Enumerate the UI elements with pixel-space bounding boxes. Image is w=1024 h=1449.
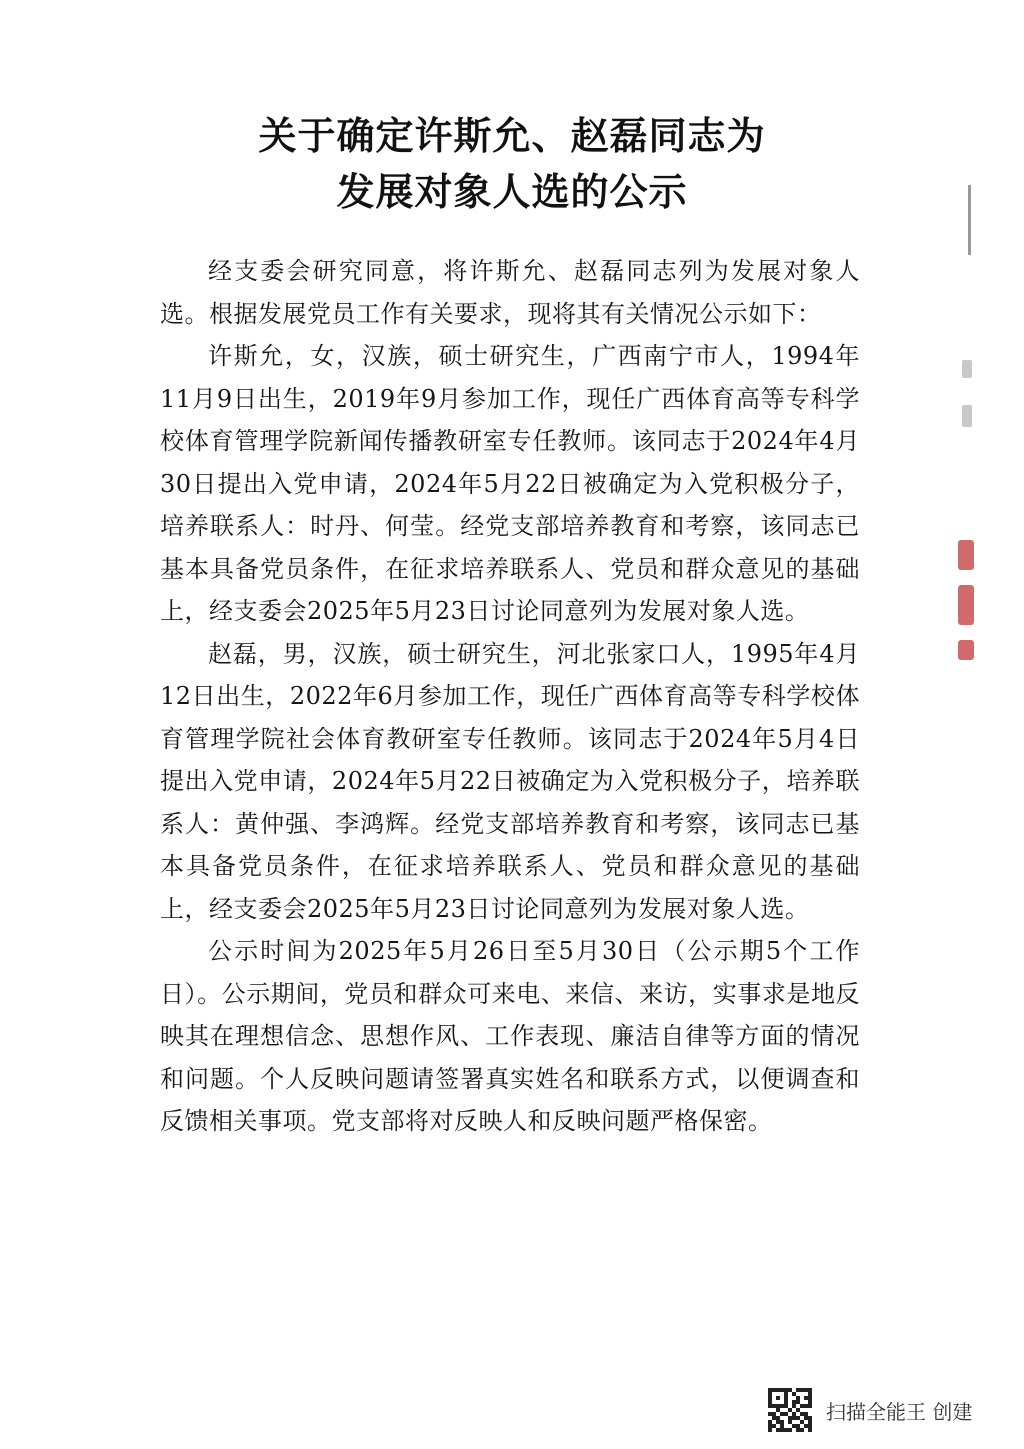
qr-module bbox=[808, 1428, 812, 1432]
seal-fragment bbox=[958, 585, 974, 625]
qr-code-icon bbox=[768, 1388, 812, 1432]
document-body bbox=[160, 250, 860, 1143]
title-line-1: 关于确定许斯允、赵磊同志为 bbox=[258, 114, 766, 158]
scan-edge-mark bbox=[962, 405, 972, 427]
seal-fragment bbox=[958, 540, 974, 570]
scan-edge-line bbox=[968, 185, 971, 255]
scan-edge-mark bbox=[962, 360, 972, 378]
watermark-label: 扫描全能王 创建 bbox=[826, 1399, 973, 1424]
scanner-watermark bbox=[768, 1388, 972, 1432]
seal-fragment bbox=[958, 640, 974, 660]
paragraph-candidate-1: 许斯允，女，汉族，硕士研究生，广西南宁市人，1994年11月9日出生，2019年9月参加工作，现任广西体育高等专科学校体育管理学院新闻传播教研室专任教师。该同志于2024年4月30日提出入党申请，2024年5月22日被确定为入党积极分子，培养联系人：时丹、何莹。经党支部培养教育和考察，该同志已基本具备党员条件，在征求培养联系人、党员和群众意见的基础上，经支委会2025年5月23日讨论同意列为发展对象人选。 bbox=[160, 342, 860, 625]
paragraph-notice-period: 公示时间为2025年5月26日至5月30日（公示期5个工作日）。公示期间，党员和群众可来电、来信、来访，实事求是地反映其在理想信念、思想作风、工作表现、廉洁自律等方面的情况和问题。个人反映问题请签署真实姓名和联系方式，以便调查和反馈相关事项。党支部将对反映人和反映问题严格保密。 bbox=[160, 937, 860, 1135]
paragraph-intro: 经支委会研究同意，将许斯允、赵磊同志列为发展对象人选。根据发展党员工作有关要求，现将其有关情况公示如下： bbox=[160, 257, 860, 328]
document-title bbox=[0, 108, 1024, 220]
title-line-2: 发展对象人选的公示 bbox=[336, 170, 688, 214]
paragraph-candidate-2: 赵磊，男，汉族，硕士研究生，河北张家口人，1995年4月12日出生，2022年6月参加工作，现任广西体育高等专科学校体育管理学院社会体育教研室专任教师。该同志于2024年5月4日提出入党申请，2024年5月22日被确定为入党积极分子，培养联系人：黄仲强、李鸿辉。经党支部培养教育和考察，该同志已基本具备党员条件，在征求培养联系人、党员和群众意见的基础上，经支委会2025年5月23日讨论同意列为发展对象人选。 bbox=[160, 639, 860, 923]
